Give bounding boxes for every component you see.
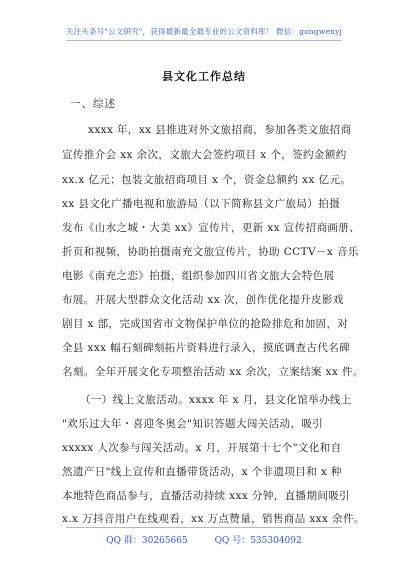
document-title: 县文化工作总结: [162, 70, 246, 83]
text-line: 布展。开展大型群众文化活动 xx 次，创作优化提升皮影戏: [62, 294, 344, 306]
text-line: x.x 万抖音用户在线观看，xx 万点赞量，销售商品 xxx 余件。: [62, 513, 365, 525]
text-line: 名刻。全年开展文化专项整治活动 xx 余次，立案结案 xx 件。: [62, 366, 364, 378]
text-line: xx.x 亿元；包装文旅招商项目 x 个，资金总额约 xx 亿元。: [62, 174, 352, 186]
text-line: 宣传推介会 xx 余次，文旅大会签约项目 x 个，签约金额约: [62, 149, 347, 161]
text-line: "欢乐过大年・喜迎冬奥会"知识答题大闯关活动，吸引: [62, 418, 324, 430]
text-line: 折页和视频，协助拍摄南充文旅宣传片，协助 CCTV－x 音乐: [62, 246, 359, 258]
text-line: 全县 xxx 幅石刻碑刻拓片资料进行录入，摸底调查古代名碑: [62, 342, 351, 354]
qq-number: QQ 号：535304092: [214, 536, 302, 546]
footer-contact: [0, 533, 408, 546]
text-line: xx 县文化广播电视和旅游局（以下简称县文广旅局）拍摄: [62, 198, 340, 210]
text-line: 发布《山水之城・大美 xx》宣传片，更新 xx 宣传招商画册、: [62, 222, 361, 234]
qq-group: QQ 群：30265665: [106, 536, 188, 546]
section-heading: 一、综述: [70, 98, 116, 110]
header-divider: [66, 40, 342, 41]
footer-divider: [66, 527, 342, 528]
text-line: xxxx 年，xx 县推进对外文旅招商，参加各类文旅招商: [88, 124, 352, 136]
text-line: 然遗产日"线上宣传和直播带货活动，x 个非遗项目和 x 种: [62, 466, 342, 478]
text-line: 剧目 x 部，完成国省市文物保护单位的抢险排危和加固，对: [62, 318, 349, 330]
text-line: （一）线上文旅活动。xxxx 年 x 月，县文化馆举办线上: [80, 394, 352, 406]
text-line: 电影《南充之恋》拍摄，组织参加四川省文旅大会特色展: [62, 270, 335, 282]
text-line: xxxxx 人次参与闯关活动。x 月，开展第十七个"文化和自: [62, 442, 342, 454]
text-line: 本地特色商品参与，直播活动持续 xxx 分钟，直播期间吸引: [62, 490, 351, 502]
header-banner: 关注头条号"公文研究"，获得最新最全最专业的公文资料库！ 微信：gongwenyj: [65, 27, 343, 36]
